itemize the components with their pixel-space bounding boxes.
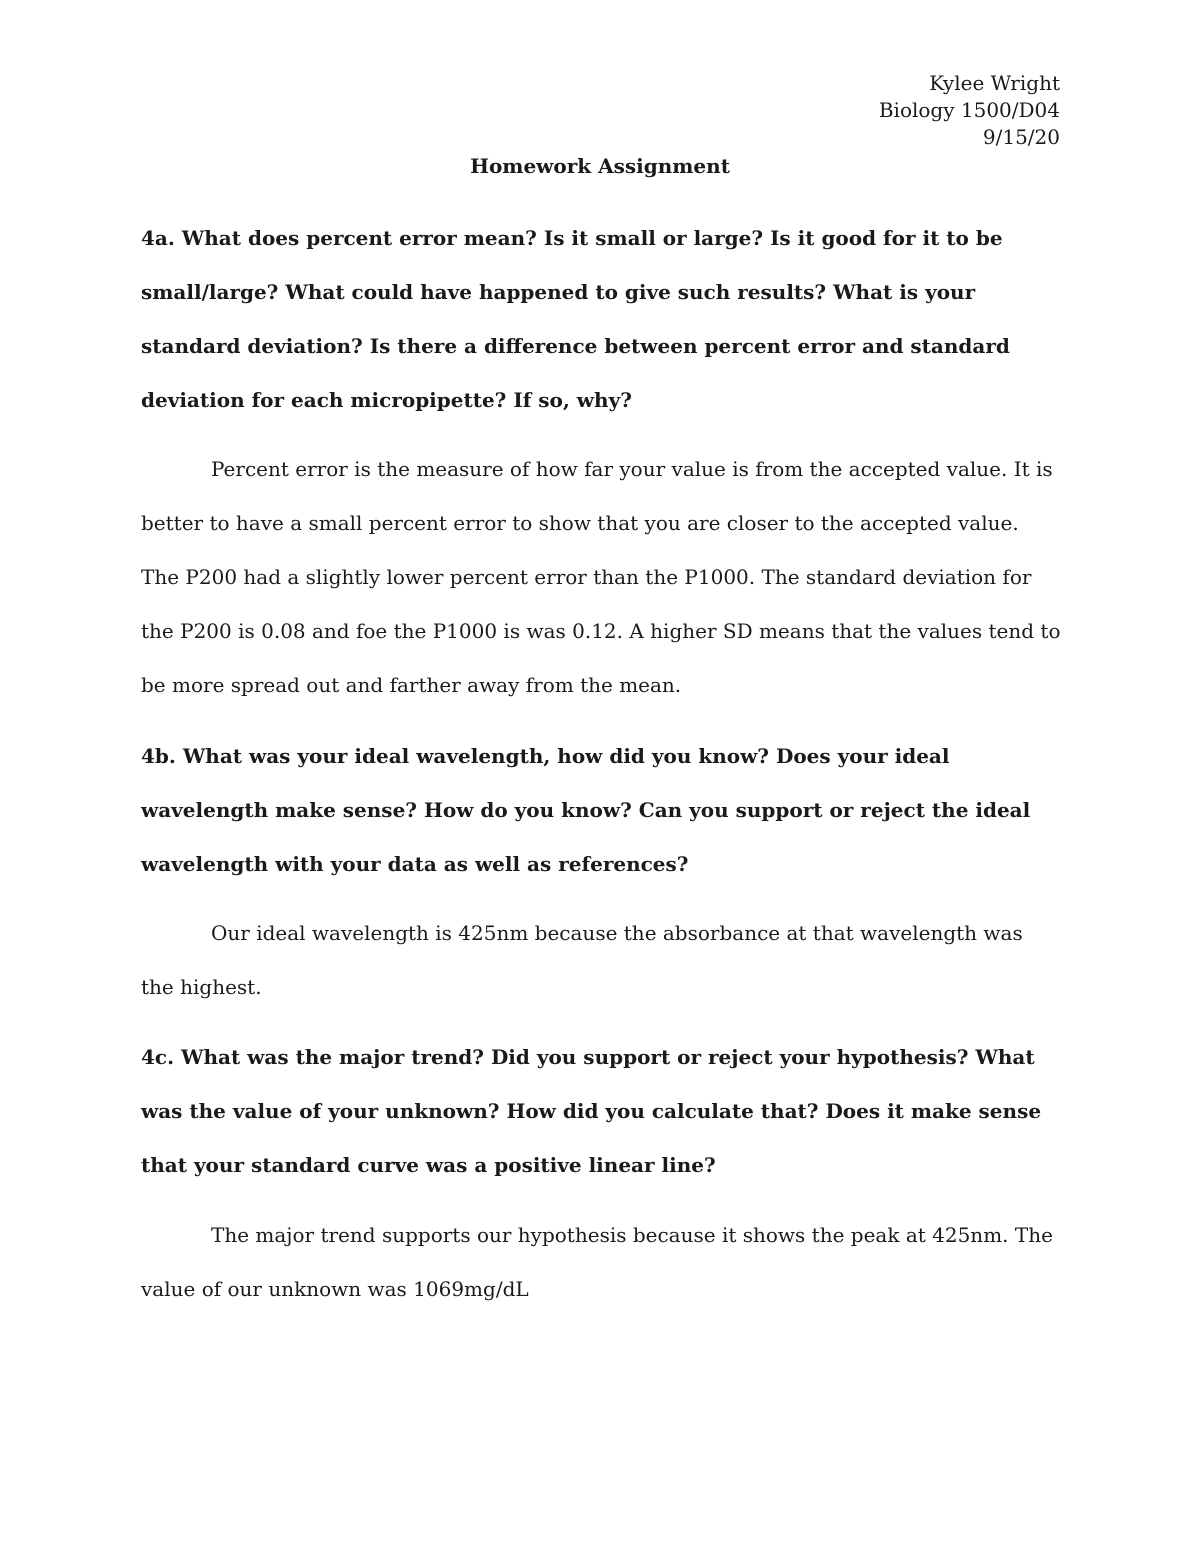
section-4a: [141, 211, 1061, 427]
answer-4b: Our ideal wavelength is 425nm because the absorbance at that wavelength was the highest.: [141, 921, 1023, 999]
answer-4c: The major trend supports our hypothesis because it shows the peak at 425nm. The value of our unknown was 1069mg/dL: [141, 1223, 1053, 1301]
answer-4b-block: [141, 906, 1061, 1014]
page-title: Homework Assignment: [470, 154, 730, 178]
section-4c: [141, 1030, 1061, 1192]
author-name: Kylee Wright: [929, 71, 1060, 95]
header-block: [879, 70, 1060, 151]
question-4b: 4b. What was your ideal wavelength, how did you know? Does your ideal wavelength make sense? How do you know? Can you support or reject the ideal wavelength with your data as well as references?: [141, 744, 1031, 876]
answer-4a-block: [141, 442, 1061, 712]
answer-4c-block: [141, 1208, 1061, 1316]
section-4b: [141, 729, 1061, 891]
question-4a: 4a. What does percent error mean? Is it small or large? Is it good for it to be small/large? What could have happened to give such results? What is your standard deviation? Is there a difference between percent error and standard deviation for each micropipette? If so, why?: [141, 226, 1010, 412]
course-code: Biology 1500/D04: [878, 98, 1060, 122]
question-4c: 4c. What was the major trend? Did you support or reject your hypothesis? What was the value of your unknown? How did you calculate that? Does it make sense that your standard curve was a positive linear line?: [141, 1045, 1042, 1177]
answer-4a: Percent error is the measure of how far your value is from the accepted value. It is better to have a small percent error to show that you are closer to the accepted value. The P200 had a slightly lower percent error than the P1000. The standard deviation for the P200 is 0.08 and foe the P1000 is was 0.12. A higher SD means that the values tend to be more spread out and farther away from the mean.: [141, 457, 1061, 697]
date: 9/15/20: [982, 125, 1060, 149]
